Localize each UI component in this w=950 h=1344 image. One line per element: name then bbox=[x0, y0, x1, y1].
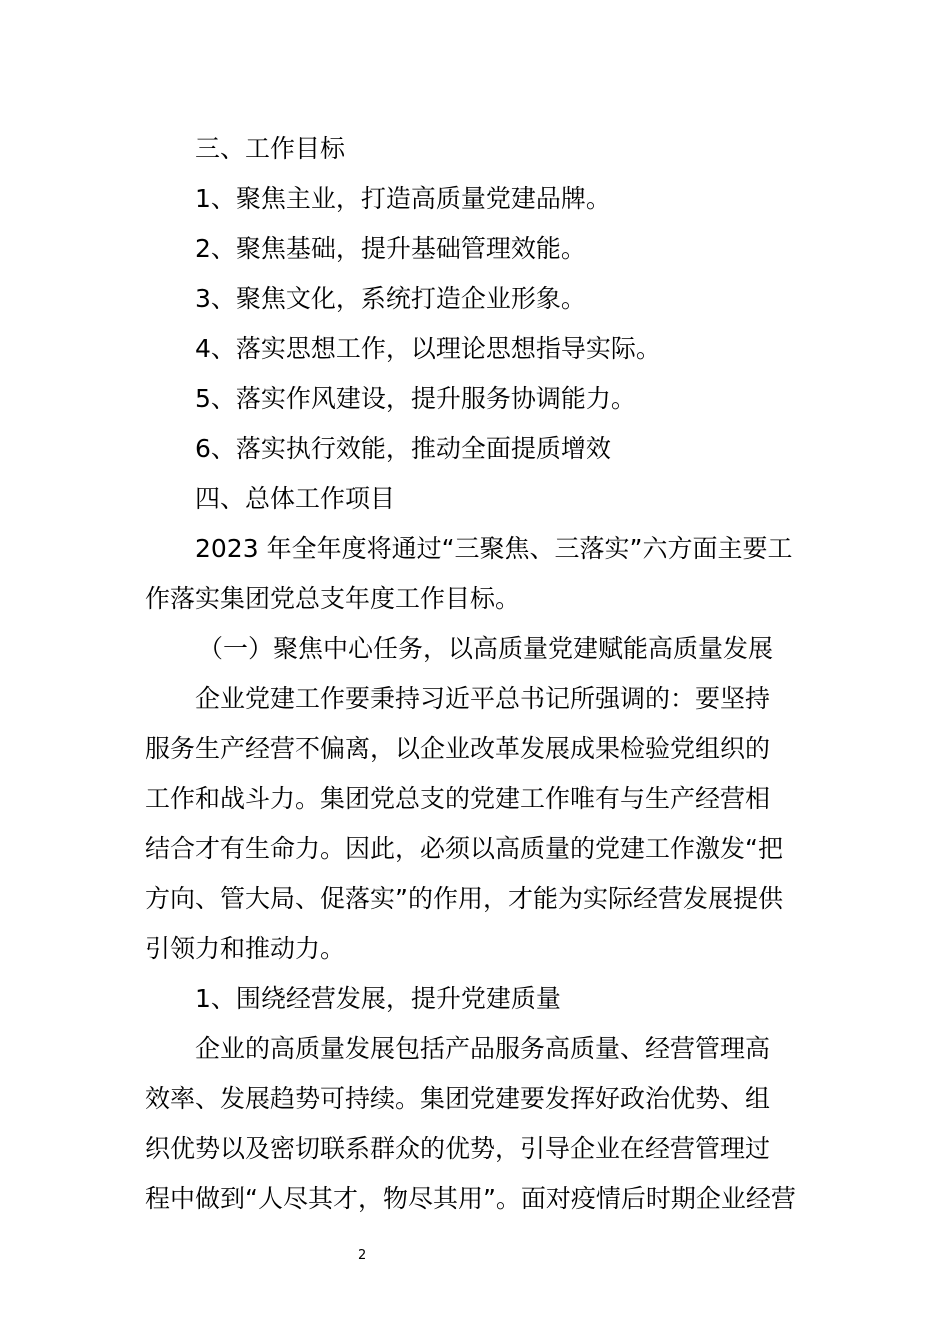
paragraph-line: 服务生产经营不偏离，以企业改革发展成果检验党组织的 bbox=[145, 734, 771, 763]
goal-item: 2、聚焦基础，提升基础管理效能。 bbox=[195, 234, 586, 263]
section-heading: 四、总体工作项目 bbox=[195, 484, 396, 513]
paragraph-line: 效率、发展趋势可持续。集团党建要发挥好政治优势、组 bbox=[145, 1084, 771, 1113]
item-heading: 1、围绕经营发展，提升党建质量 bbox=[195, 984, 561, 1013]
paragraph-line: 程中做到“人尽其才，物尽其用”。面对疫情后时期企业经营 bbox=[145, 1184, 796, 1213]
paragraph-line: 作落实集团党总支年度工作目标。 bbox=[145, 584, 521, 613]
goal-item: 1、聚焦主业，打造高质量党建品牌。 bbox=[195, 184, 611, 213]
subsection-heading: （一）聚焦中心任务，以高质量党建赋能高质量发展 bbox=[198, 634, 774, 663]
paragraph-line: 织优势以及密切联系群众的优势，引导企业在经营管理过 bbox=[145, 1134, 771, 1163]
paragraph-line: 2023 年全年度将通过“三聚焦、三落实”六方面主要工 bbox=[195, 534, 793, 563]
goal-item: 5、落实作风建设，提升服务协调能力。 bbox=[195, 384, 636, 413]
paragraph-line: 引领力和推动力。 bbox=[145, 934, 346, 963]
paragraph-line: 方向、管大局、促落实”的作用，才能为实际经营发展提供 bbox=[145, 884, 783, 913]
paragraph-line: 企业党建工作要秉持习近平总书记所强调的：要坚持 bbox=[195, 684, 771, 713]
page-number: 2 bbox=[358, 1248, 367, 1263]
paragraph-line: 结合才有生命力。因此，必须以高质量的党建工作激发“把 bbox=[145, 834, 783, 863]
paragraph-line: 工作和战斗力。集团党总支的党建工作唯有与生产经营相 bbox=[145, 784, 771, 813]
goal-item: 4、落实思想工作，以理论思想指导实际。 bbox=[195, 334, 661, 363]
paragraph-line: 企业的高质量发展包括产品服务高质量、经营管理高 bbox=[195, 1034, 771, 1063]
goal-item: 3、聚焦文化，系统打造企业形象。 bbox=[195, 284, 586, 313]
section-heading: 三、工作目标 bbox=[195, 134, 346, 163]
goal-item: 6、落实执行效能，推动全面提质增效 bbox=[195, 434, 611, 463]
